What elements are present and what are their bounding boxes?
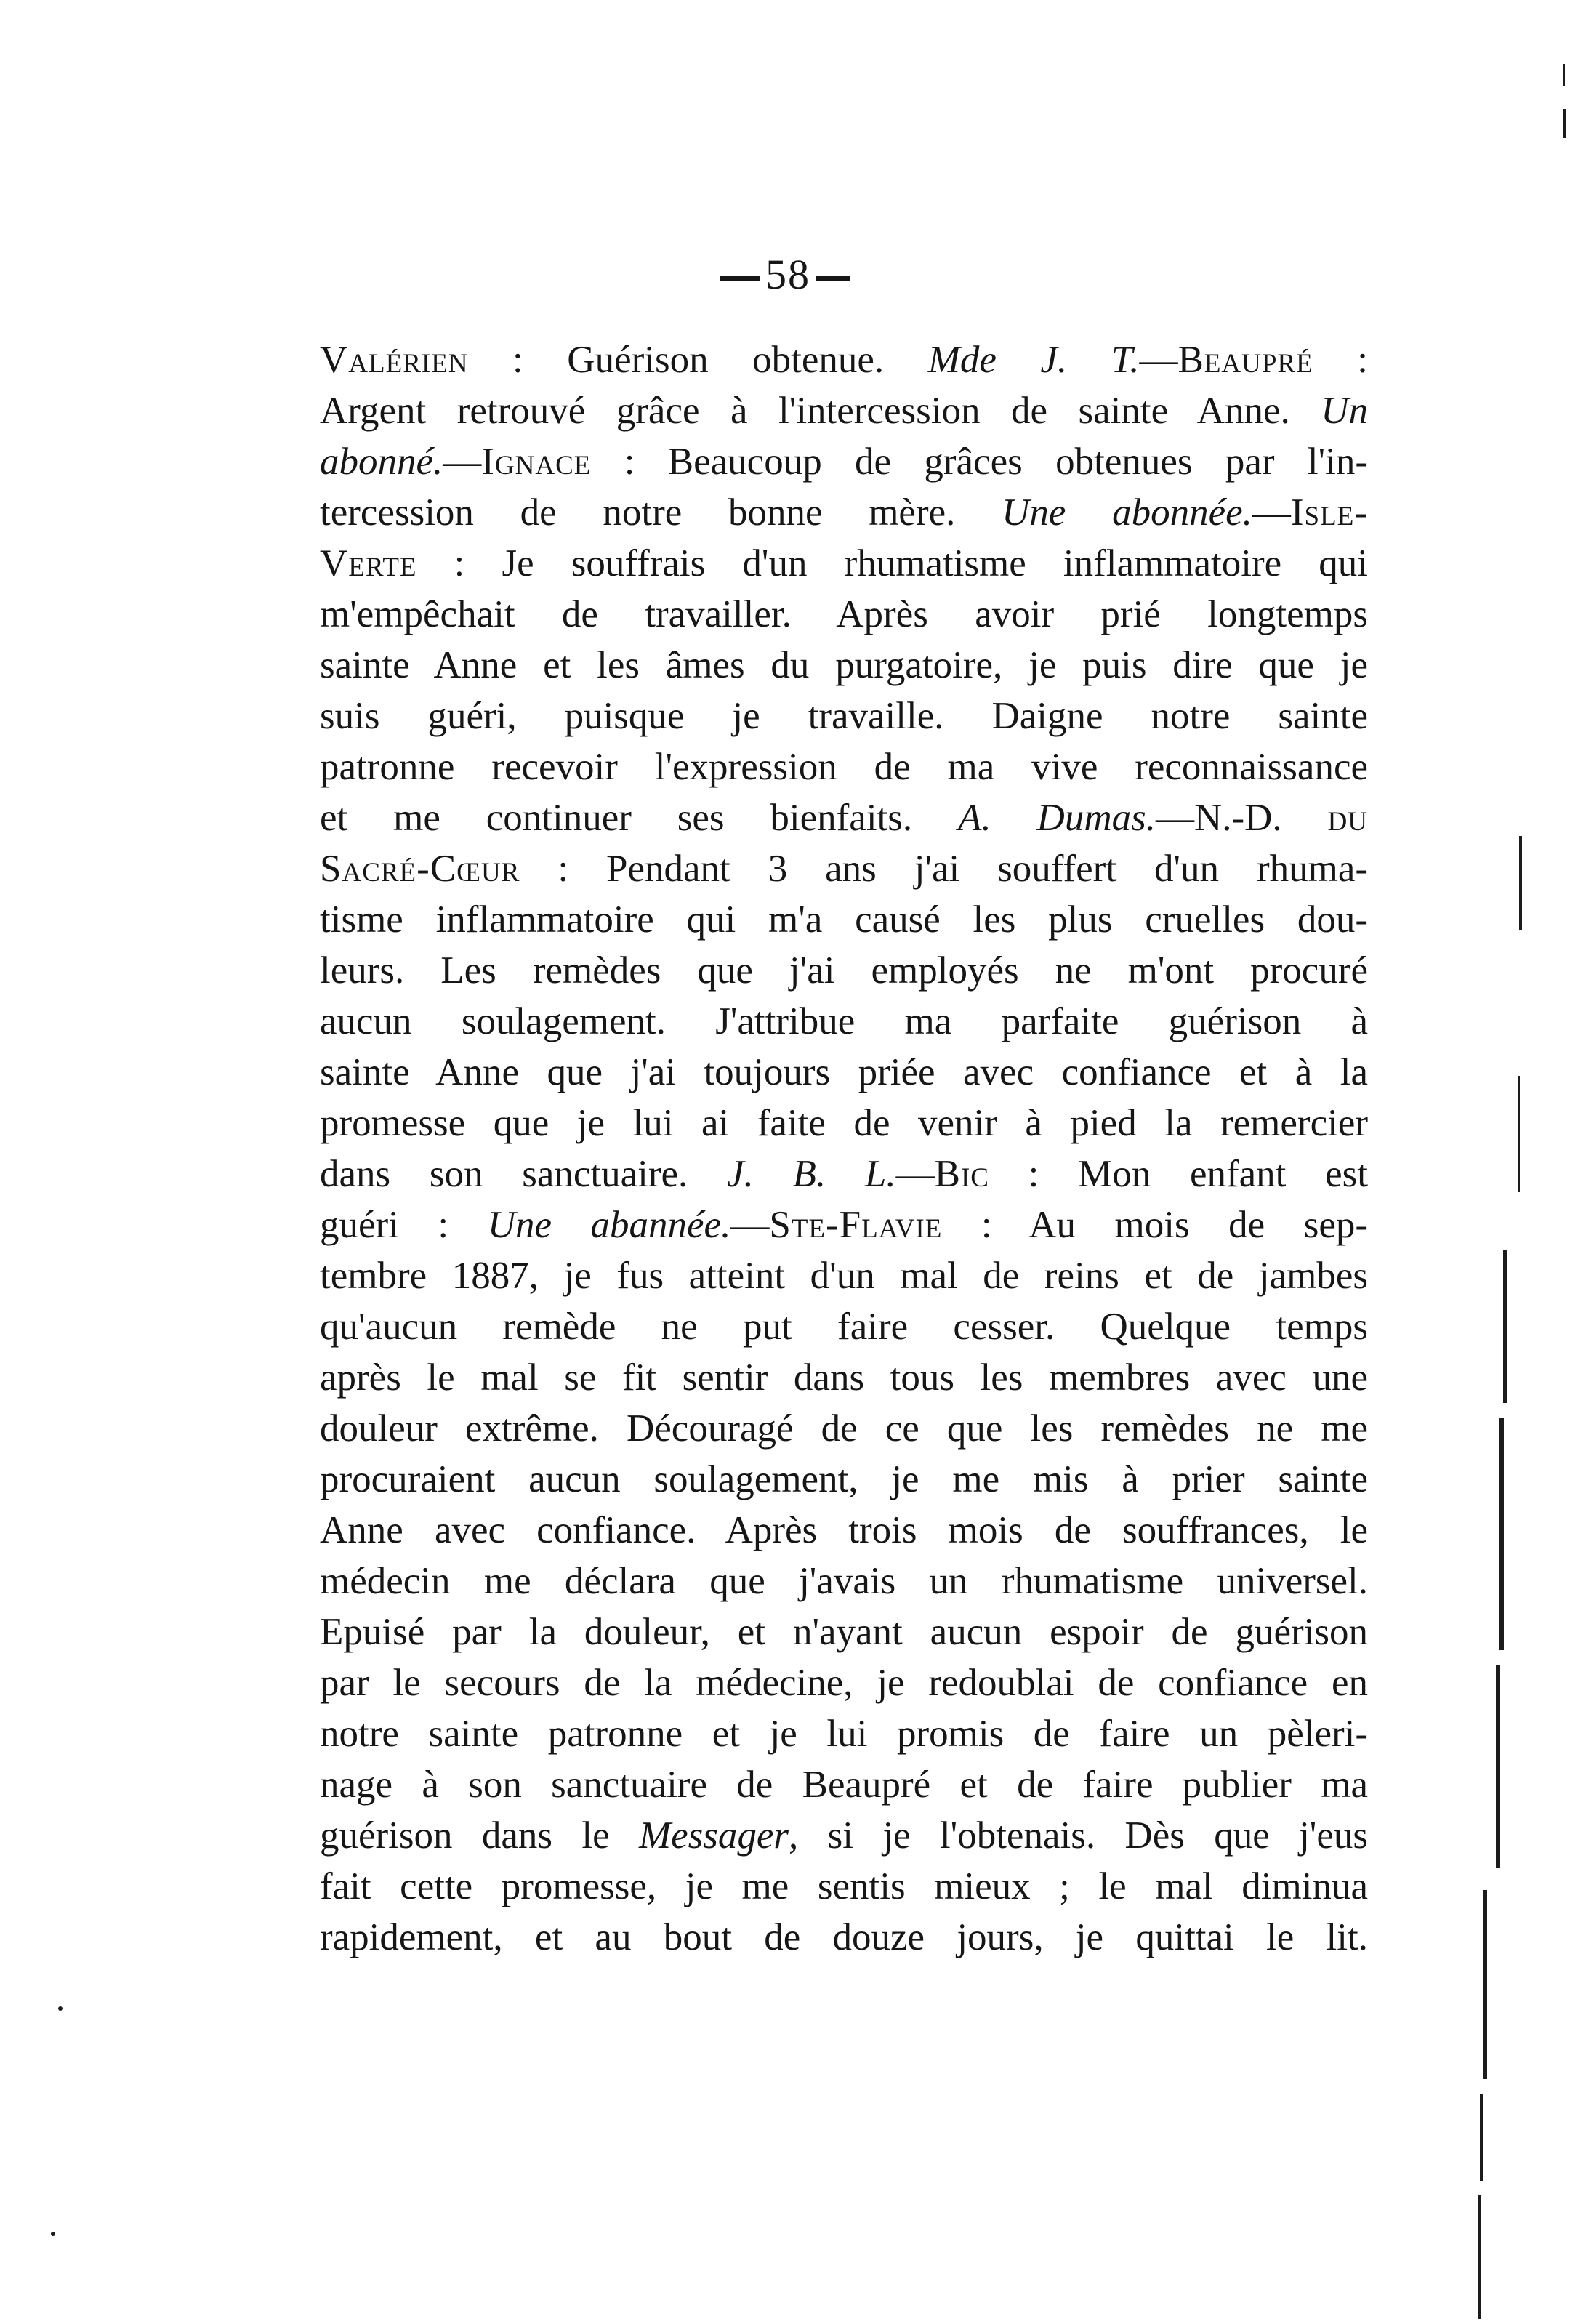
text-segment: : Je souffrais d'un rhumatisme inflammatoire qui: [416, 542, 1368, 584]
text-line: [320, 1301, 1368, 1352]
text-segment: : Guérison obtenue.: [468, 339, 928, 381]
text-segment: rapidement, et au bout de douze jours, je quittai le lit.: [320, 1916, 1368, 1958]
text-segment: médecin me déclara que j'avais un rhumatisme universel.: [320, 1560, 1368, 1602]
text-segment: notre sainte patronne et je lui promis de faire un pèleri-: [320, 1713, 1368, 1755]
text-segment: tisme inflammatoire qui m'a causé les plus cruelles dou-: [320, 898, 1368, 941]
page-number-value: 58: [765, 251, 810, 298]
text-line: [320, 894, 1368, 945]
text-line: [320, 843, 1368, 894]
scan-edge-mark: [51, 2232, 55, 2236]
text-segment: patronne recevoir l'expression de ma vive reconnaissance: [320, 746, 1368, 788]
text-segment: : Au mois de sep-: [942, 1204, 1368, 1246]
text-segment: —: [443, 441, 482, 483]
text-segment: —: [1252, 491, 1291, 534]
scan-edge-mark: [1480, 2094, 1483, 2181]
text-line: [320, 589, 1368, 640]
text-segment: promesse que je lui ai faite de venir à pied la remercier: [320, 1102, 1368, 1144]
text-segment: aucun soulagement. J'attribue ma parfaite guérison à: [320, 1000, 1368, 1042]
page-number-dash-right: [816, 276, 850, 281]
scan-edge-mark: [1563, 109, 1566, 138]
text-line: [320, 436, 1368, 487]
place-name: Isle-: [1290, 491, 1368, 534]
text-segment: et me continuer ses bienfaits.: [320, 797, 959, 839]
place-name: Valérien: [320, 339, 469, 381]
text-line: [320, 1861, 1368, 1912]
page-number: [0, 246, 1570, 304]
scan-edge-mark: [1518, 1076, 1520, 1192]
text-line: [320, 1098, 1368, 1149]
text-segment: douleur extrême. Découragé de ce que les remèdes ne me: [320, 1407, 1368, 1450]
text-segment: par le secours de la médecine, je redoublai de confiance en: [320, 1662, 1368, 1704]
text-segment: nage à son sanctuaire de Beaupré et de faire publier ma: [320, 1764, 1368, 1806]
text-line: [320, 1047, 1368, 1098]
place-name: Ignace: [481, 441, 592, 483]
signature: J. B. L.: [727, 1153, 896, 1195]
scan-edge-mark: [1499, 1418, 1504, 1650]
text-segment: , si je l'obtenais. Dès que j'eus: [789, 1814, 1368, 1857]
text-segment: : Pendant 3 ans j'ai souffert d'un rhuma-: [520, 848, 1368, 890]
scan-edge-mark: [1503, 1250, 1507, 1403]
scan-edge-mark: [1519, 836, 1522, 930]
signature: Messager: [638, 1814, 789, 1857]
page-number-dash-left: [720, 276, 760, 281]
text-segment: dans son sanctuaire.: [320, 1153, 728, 1195]
text-segment: sainte Anne que j'ai toujours priée avec confiance et à la: [320, 1051, 1368, 1093]
text-line: [320, 640, 1368, 691]
scan-edge-mark: [1478, 2195, 1481, 2319]
place-name: Sacré-Cœur: [320, 848, 520, 890]
scan-edge-mark: [1563, 64, 1565, 86]
text-segment: procuraient aucun soulagement, je me mis à prier sainte: [320, 1458, 1368, 1500]
text-line: [320, 996, 1368, 1047]
place-name: Verte: [320, 542, 417, 584]
text-segment: suis guéri, puisque je travaille. Daigne notre sainte: [320, 695, 1368, 737]
text-segment: fait cette promesse, je me sentis mieux ; le mal diminua: [320, 1865, 1368, 1907]
text-segment: qu'aucun remède ne put faire cesser. Quelque temps: [320, 1306, 1368, 1348]
text-segment: leurs. Les remèdes que j'ai employés ne m'ont procuré: [320, 949, 1368, 992]
place-name: du: [1327, 797, 1369, 839]
text-line: [320, 1505, 1368, 1556]
signature: Un: [1321, 390, 1368, 432]
text-line: [320, 1912, 1368, 1963]
text-line: [320, 1556, 1368, 1607]
signature: A. Dumas.: [958, 797, 1156, 839]
text-line: [320, 1810, 1368, 1861]
text-line: [320, 792, 1368, 843]
text-line: [320, 385, 1368, 436]
text-line: [320, 1250, 1368, 1301]
text-line: [320, 538, 1368, 589]
text-line: [320, 1759, 1368, 1810]
text-line: [320, 1403, 1368, 1454]
text-segment: —: [895, 1153, 935, 1195]
body-text: [320, 334, 1368, 1963]
text-line: [320, 487, 1368, 538]
text-segment: —: [730, 1204, 770, 1246]
text-line: [320, 1454, 1368, 1505]
text-line: [320, 1708, 1368, 1759]
place-name: Ste-Flavie: [769, 1204, 943, 1246]
scan-edge-mark: [1483, 1890, 1487, 2079]
text-line: [320, 1149, 1368, 1199]
text-segment: : Beaucoup de grâces obtenues par l'in-: [591, 441, 1368, 483]
place-name: Beaupré: [1178, 339, 1313, 381]
text-segment: Argent retrouvé grâce à l'intercession de sainte Anne.: [320, 390, 1321, 432]
text-segment: Anne avec confiance. Après trois mois de souffrances, le: [320, 1509, 1368, 1551]
text-segment: Epuisé par la douleur, et n'ayant aucun espoir de guérison: [320, 1611, 1368, 1653]
signature: Une abonnée.: [1002, 491, 1252, 534]
signature: Une abannée.: [487, 1204, 731, 1246]
text-line: [320, 741, 1368, 792]
place-name: Bic: [934, 1153, 989, 1195]
signature: abonné.: [320, 441, 443, 483]
text-segment: guérison dans le: [320, 1814, 639, 1857]
scan-edge-mark: [1496, 1665, 1500, 1868]
signature: Mde J. T.: [927, 339, 1140, 381]
text-segment: après le mal se fit sentir dans tous les membres avec une: [320, 1356, 1368, 1399]
text-line: [320, 945, 1368, 996]
text-segment: —N.-D.: [1155, 797, 1328, 839]
text-segment: m'empêchait de travailler. Après avoir prié longtemps: [320, 593, 1368, 635]
text-line: [320, 1607, 1368, 1657]
text-segment: —: [1139, 339, 1178, 381]
text-line: [320, 1352, 1368, 1403]
text-line: [320, 1657, 1368, 1708]
text-line: [320, 1199, 1368, 1250]
text-segment: tembre 1887, je fus atteint d'un mal de reins et de jambes: [320, 1255, 1368, 1297]
text-segment: : Mon enfant est: [989, 1153, 1368, 1195]
text-segment: guéri :: [320, 1204, 488, 1246]
text-segment: sainte Anne et les âmes du purgatoire, je puis dire que je: [320, 644, 1368, 686]
text-line: [320, 691, 1368, 741]
text-segment: tercession de notre bonne mère.: [320, 491, 1002, 534]
text-segment: :: [1313, 339, 1368, 381]
text-line: [320, 334, 1368, 385]
scan-edge-mark: [58, 2006, 63, 2011]
